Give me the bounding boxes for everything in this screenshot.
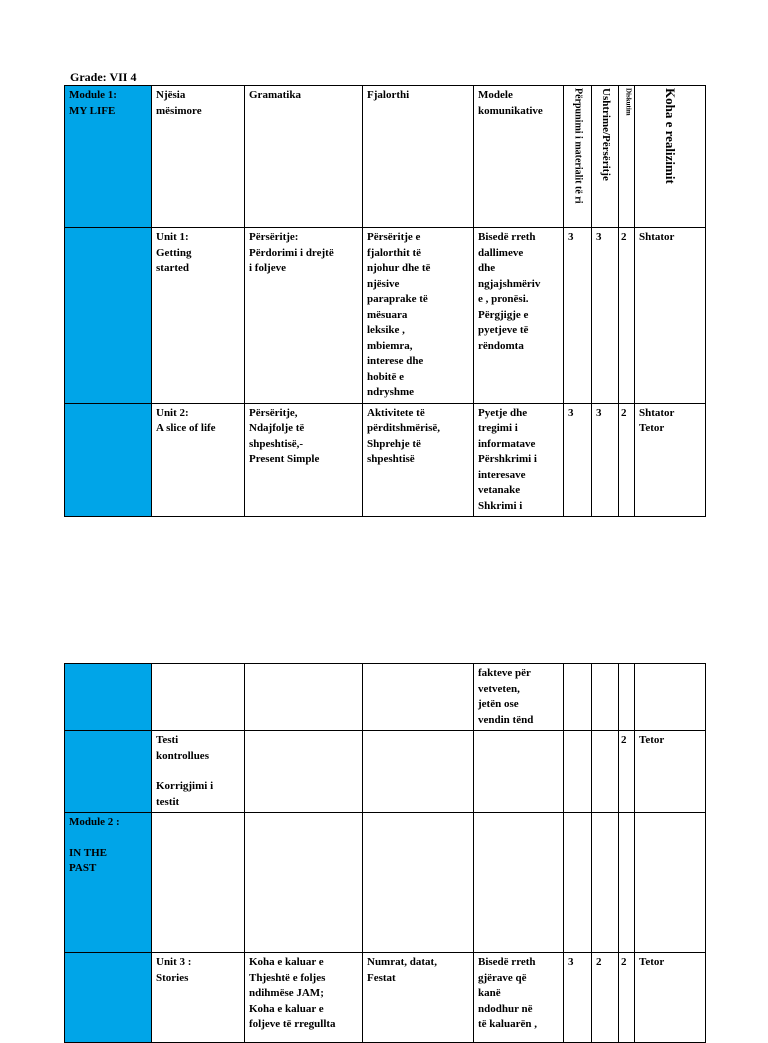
header-koha-label: Koha e realizimit — [662, 88, 678, 184]
unit1-fjalorthi-line: ndryshme — [367, 386, 415, 398]
unit1-modele-line: e , pronësi. — [478, 293, 529, 305]
unit3-fjalorthi-line: Numrat, datat, — [367, 956, 437, 968]
unit2-koha-line: Shtator — [639, 406, 675, 419]
unit3-koha: Tetor — [635, 953, 706, 1043]
unit3-gramatika-line: foljeve të rregullta — [249, 1018, 336, 1030]
empty-cell — [152, 813, 245, 953]
unit1-name-line: started — [156, 262, 189, 274]
empty-cell — [474, 813, 564, 953]
cont-modele-line: vetveten, — [478, 682, 520, 695]
header-perpunimi — [564, 86, 592, 228]
empty-cell — [635, 664, 706, 731]
unit2-modele-line: Pyetje dhe — [478, 406, 528, 419]
unit2-gramatika-line: Present Simple — [249, 453, 320, 465]
unit1-fjalorthi-line: fjalorthit të — [367, 246, 422, 259]
empty-cell — [474, 731, 564, 813]
module-color-cell — [65, 731, 152, 813]
unit1-fjalorthi-line: Përsëritje e — [367, 231, 421, 243]
module-color-cell — [65, 228, 152, 404]
unit2-koha-line: Tetor — [639, 422, 665, 434]
unit3-modele-line: gjërave që — [478, 971, 527, 984]
empty-cell — [592, 813, 619, 953]
unit1-fjalorthi-line: paraprake të — [367, 293, 428, 305]
unit1-koha: Shtator — [635, 228, 706, 404]
unit1-gramatika-line: Përdorimi i drejtë — [249, 246, 334, 259]
header-modele-line1: Modele — [478, 89, 513, 101]
header-njesia-line2: mësimore — [156, 104, 202, 117]
unit1-fjalorthi-line: njohur dhe të — [367, 262, 431, 274]
unit1-hours-diskutim: 2 — [619, 228, 635, 404]
unit2-row — [65, 403, 706, 517]
unit1-hours-ushtrime: 3 — [592, 228, 619, 404]
unit3-name — [152, 953, 245, 1043]
unit3-modele-line: kanë — [478, 987, 501, 999]
module2-title: Module 2 : — [69, 816, 120, 828]
unit3-modele-line: ndodhur në — [478, 1002, 533, 1015]
unit2-modele-line: tregimi i — [478, 422, 518, 434]
unit1-modele-line: ngjajshmëriv — [478, 277, 541, 290]
empty-cell — [619, 813, 635, 953]
unit3-gramatika-line: ndihmëse JAM; — [249, 987, 324, 999]
unit2-gramatika — [245, 403, 363, 517]
unit1-fjalorthi-line: hobitë e — [367, 370, 404, 383]
unit3-gramatika-line: Thjeshtë e foljes — [249, 971, 326, 984]
unit2-gramatika-line: Përsëritje, — [249, 406, 298, 419]
grade-label: Grade: VII 4 — [70, 70, 137, 84]
header-njesia — [152, 86, 245, 228]
unit1-modele-line: Bisedë rreth — [478, 231, 536, 243]
unit2-hours-diskutim: 2 — [619, 403, 635, 517]
empty-cell — [564, 813, 592, 953]
module1-cell — [65, 86, 152, 228]
testi-koha: Tetor — [635, 731, 706, 813]
empty-cell — [363, 813, 474, 953]
header-diskutim-label: Diskutim — [624, 88, 633, 116]
cont-modele-line: vendin tënd — [478, 713, 534, 726]
unit3-fjalorthi — [363, 953, 474, 1043]
unit2-modele-line: Përshkrimi i — [478, 453, 537, 465]
empty-cell — [152, 664, 245, 731]
module1-title: Module 1: — [69, 89, 117, 101]
header-ushtrime — [592, 86, 619, 228]
unit2-modele-line: vetanake — [478, 484, 521, 496]
header-diskutim — [619, 86, 635, 228]
unit1-modele-line: Përgjigje e — [478, 308, 529, 321]
unit1-gramatika-line: i foljeve — [249, 262, 286, 274]
unit1-modele-line: pyetjeve të — [478, 324, 529, 336]
unit1-fjalorthi-line: interese dhe — [367, 355, 424, 367]
unit3-hours-diskutim: 2 — [619, 953, 635, 1043]
unit3-modele-line: të kaluarën , — [478, 1018, 537, 1030]
testi-name-line: Korrigjimi i — [156, 780, 214, 792]
unit1-fjalorthi-line: mësuara — [367, 308, 408, 321]
unit2-name-line: A slice of life — [156, 422, 216, 434]
unit1-fjalorthi — [363, 228, 474, 404]
header-perpunimi-label: Përpunimi i materialit të ri — [572, 88, 584, 204]
empty-cell — [363, 664, 474, 731]
unit1-fjalorthi-line: leksike , — [367, 324, 405, 336]
empty-cell — [245, 731, 363, 813]
empty-cell — [245, 813, 363, 953]
module1-subtitle: MY LIFE — [69, 104, 116, 117]
unit3-hours-perpunimi: 3 — [564, 953, 592, 1043]
empty-cell — [245, 664, 363, 731]
unit1-modele-line: rëndomta — [478, 339, 524, 352]
unit1-name-line: Getting — [156, 246, 192, 259]
module2-row — [65, 813, 706, 953]
cont-modele — [474, 664, 564, 731]
unit2-modele-line: interesave — [478, 468, 526, 481]
empty-cell — [635, 813, 706, 953]
module-color-cell — [65, 664, 152, 731]
unit1-hours-perpunimi: 3 — [564, 228, 592, 404]
module2-subtitle-line: PAST — [69, 862, 97, 874]
empty-cell — [592, 664, 619, 731]
unit2-fjalorthi-line: përditshmërisë, — [367, 422, 441, 434]
unit2-fjalorthi-line: shpeshtisë — [367, 453, 415, 465]
testi-name — [152, 731, 245, 813]
unit2-hours-ushtrime: 3 — [592, 403, 619, 517]
unit2-modele — [474, 403, 564, 517]
unit2-koha — [635, 403, 706, 517]
unit2-fjalorthi — [363, 403, 474, 517]
testi-hours-diskutim: 2 — [619, 731, 635, 813]
module-color-cell — [65, 403, 152, 517]
module2-cell — [65, 813, 152, 953]
empty-cell — [564, 731, 592, 813]
header-koha — [635, 86, 706, 228]
unit2-fjalorthi-line: Shprehje të — [367, 437, 421, 450]
unit1-modele-line: dhe — [478, 262, 496, 274]
header-gramatika: Gramatika — [245, 86, 363, 228]
unit3-name-line: Stories — [156, 971, 189, 984]
unit3-modele-line: Bisedë rreth — [478, 956, 536, 968]
unit1-gramatika — [245, 228, 363, 404]
empty-cell — [592, 731, 619, 813]
unit3-row — [65, 953, 706, 1043]
testi-row — [65, 731, 706, 813]
unit1-fjalorthi-line: njësive — [367, 277, 400, 290]
header-njesia-line1: Njësia — [156, 89, 186, 101]
continuation-row — [65, 664, 706, 731]
unit2-name — [152, 403, 245, 517]
header-fjalorthi: Fjalorthi — [363, 86, 474, 228]
empty-cell — [619, 664, 635, 731]
cont-modele-line: jetën ose — [478, 698, 519, 710]
unit1-gramatika-line: Përsëritje: — [249, 231, 299, 243]
header-row — [65, 86, 706, 228]
cont-modele-line: fakteve për — [478, 667, 531, 679]
unit3-name-line: Unit 3 : — [156, 956, 192, 968]
empty-cell — [564, 664, 592, 731]
unit3-fjalorthi-line: Festat — [367, 971, 396, 984]
unit2-modele-line: informatave — [478, 437, 536, 450]
module-color-cell — [65, 953, 152, 1043]
unit1-fjalorthi-line: mbiemra, — [367, 339, 413, 352]
unit3-gramatika-line: Koha e kaluar e — [249, 956, 324, 968]
testi-name-line: testit — [156, 795, 180, 808]
lesson-plan-table-page1 — [64, 85, 706, 517]
lesson-plan-table-page2 — [64, 663, 706, 1043]
unit1-name-line: Unit 1: — [156, 231, 189, 243]
header-modele-line2: komunikative — [478, 104, 543, 117]
unit2-fjalorthi-line: Aktivitete të — [367, 406, 425, 419]
testi-name-line: Testi — [156, 734, 179, 746]
unit3-modele — [474, 953, 564, 1043]
unit3-gramatika-line: Koha e kaluar e — [249, 1002, 324, 1015]
unit2-hours-perpunimi: 3 — [564, 403, 592, 517]
unit2-gramatika-line: Ndajfolje të — [249, 422, 305, 434]
empty-cell — [363, 731, 474, 813]
unit1-modele-line: dallimeve — [478, 246, 524, 259]
unit3-gramatika — [245, 953, 363, 1043]
unit2-gramatika-line: shpeshtisë,- — [249, 437, 304, 450]
unit2-name-line: Unit 2: — [156, 406, 189, 419]
testi-name-line: kontrollues — [156, 749, 209, 762]
module2-subtitle-line: IN THE — [69, 846, 108, 859]
unit1-modele — [474, 228, 564, 404]
header-modele — [474, 86, 564, 228]
unit3-hours-ushtrime: 2 — [592, 953, 619, 1043]
unit1-name — [152, 228, 245, 404]
header-ushtrime-label: Ushtrime/Përsëritje — [599, 88, 612, 181]
unit1-row — [65, 228, 706, 404]
unit2-modele-line: Shkrimi i — [478, 499, 523, 512]
